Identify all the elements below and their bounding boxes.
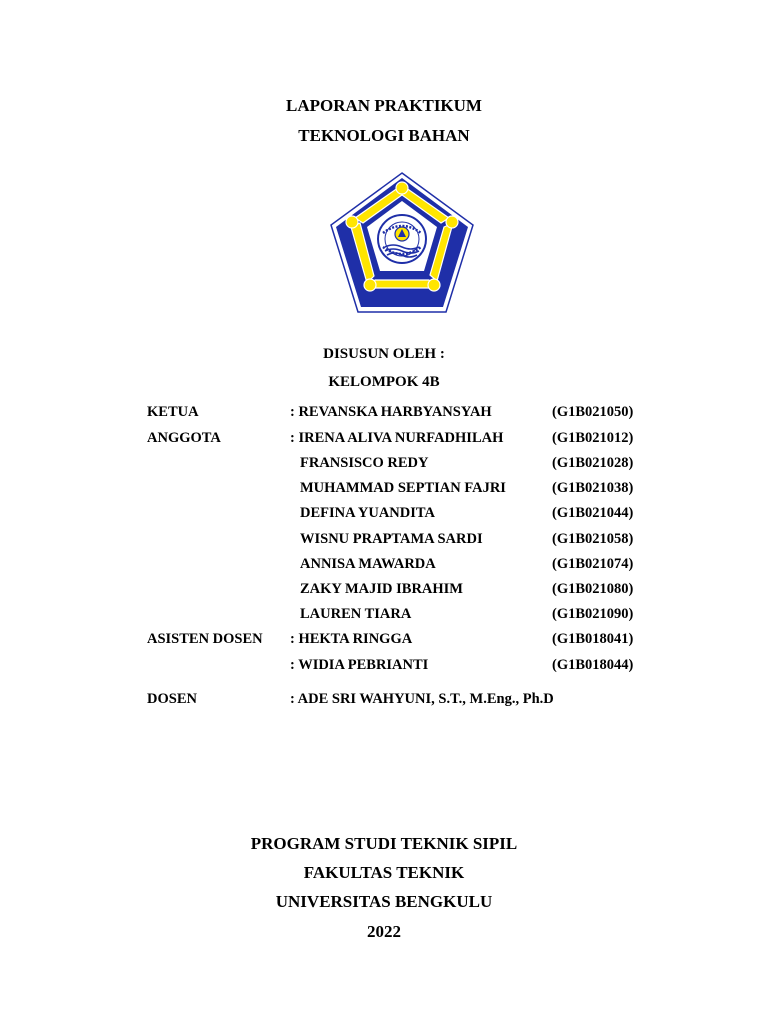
study-program: PROGRAM STUDI TEKNIK SIPIL <box>250 834 518 853</box>
member-name: LAUREN TIARA <box>300 606 412 622</box>
member-name: : REVANSKA HARBYANSYAH <box>290 404 492 420</box>
member-role: DOSEN <box>147 691 197 707</box>
member-nim: (G1B021080) <box>552 581 634 597</box>
member-row <box>0 455 768 475</box>
member-nim: (G1B021044) <box>552 505 634 521</box>
member-nim: (G1B018044) <box>552 657 634 673</box>
member-name: : ADE SRI WAHYUNI, S.T., M.Eng., Ph.D <box>290 691 554 707</box>
member-name: : HEKTA RINGGA <box>290 631 413 647</box>
assistant-row <box>0 657 768 677</box>
compiled-by-label: DISUSUN OLEH : <box>323 346 445 362</box>
member-name: ZAKY MAJID IBRAHIM <box>300 581 463 597</box>
member-row <box>0 430 768 450</box>
faculty: FAKULTAS TEKNIK <box>303 863 465 882</box>
member-row <box>0 556 768 576</box>
member-nim: (G1B021038) <box>552 480 634 496</box>
member-name: WISNU PRAPTAMA SARDI <box>300 531 483 547</box>
member-row <box>0 480 768 500</box>
lecturer-row <box>0 691 768 711</box>
member-row <box>0 581 768 601</box>
member-name: MUHAMMAD SEPTIAN FAJRI <box>300 480 506 496</box>
member-name: DEFINA YUANDITA <box>300 505 435 521</box>
member-row <box>0 404 768 424</box>
member-nim: (G1B021058) <box>552 531 634 547</box>
member-name: : IRENA ALIVA NURFADHILAH <box>290 430 504 446</box>
course-title: TEKNOLOGI BAHAN <box>298 126 470 145</box>
member-nim: (G1B021012) <box>552 430 634 446</box>
member-role: ANGGOTA <box>147 430 221 446</box>
member-role: KETUA <box>147 404 199 420</box>
university: UNIVERSITAS BENGKULU <box>275 892 493 911</box>
universitas-bengkulu-logo-icon <box>329 171 475 314</box>
member-name: : WIDIA PEBRIANTI <box>290 657 429 673</box>
group-name: KELOMPOK 4B <box>328 374 440 390</box>
member-row <box>0 531 768 551</box>
member-role: ASISTEN DOSEN <box>147 631 263 647</box>
member-nim: (G1B021090) <box>552 606 634 622</box>
report-title: LAPORAN PRAKTIKUM <box>286 96 482 115</box>
member-row <box>0 505 768 525</box>
member-name: ANNISA MAWARDA <box>300 556 436 572</box>
member-nim: (G1B021028) <box>552 455 634 471</box>
member-nim: (G1B021050) <box>552 404 634 420</box>
member-nim: (G1B021074) <box>552 556 634 572</box>
member-nim: (G1B018041) <box>552 631 634 647</box>
year: 2022 <box>367 922 401 941</box>
member-name: FRANSISCO REDY <box>300 455 429 471</box>
assistant-row <box>0 631 768 651</box>
member-row <box>0 606 768 626</box>
